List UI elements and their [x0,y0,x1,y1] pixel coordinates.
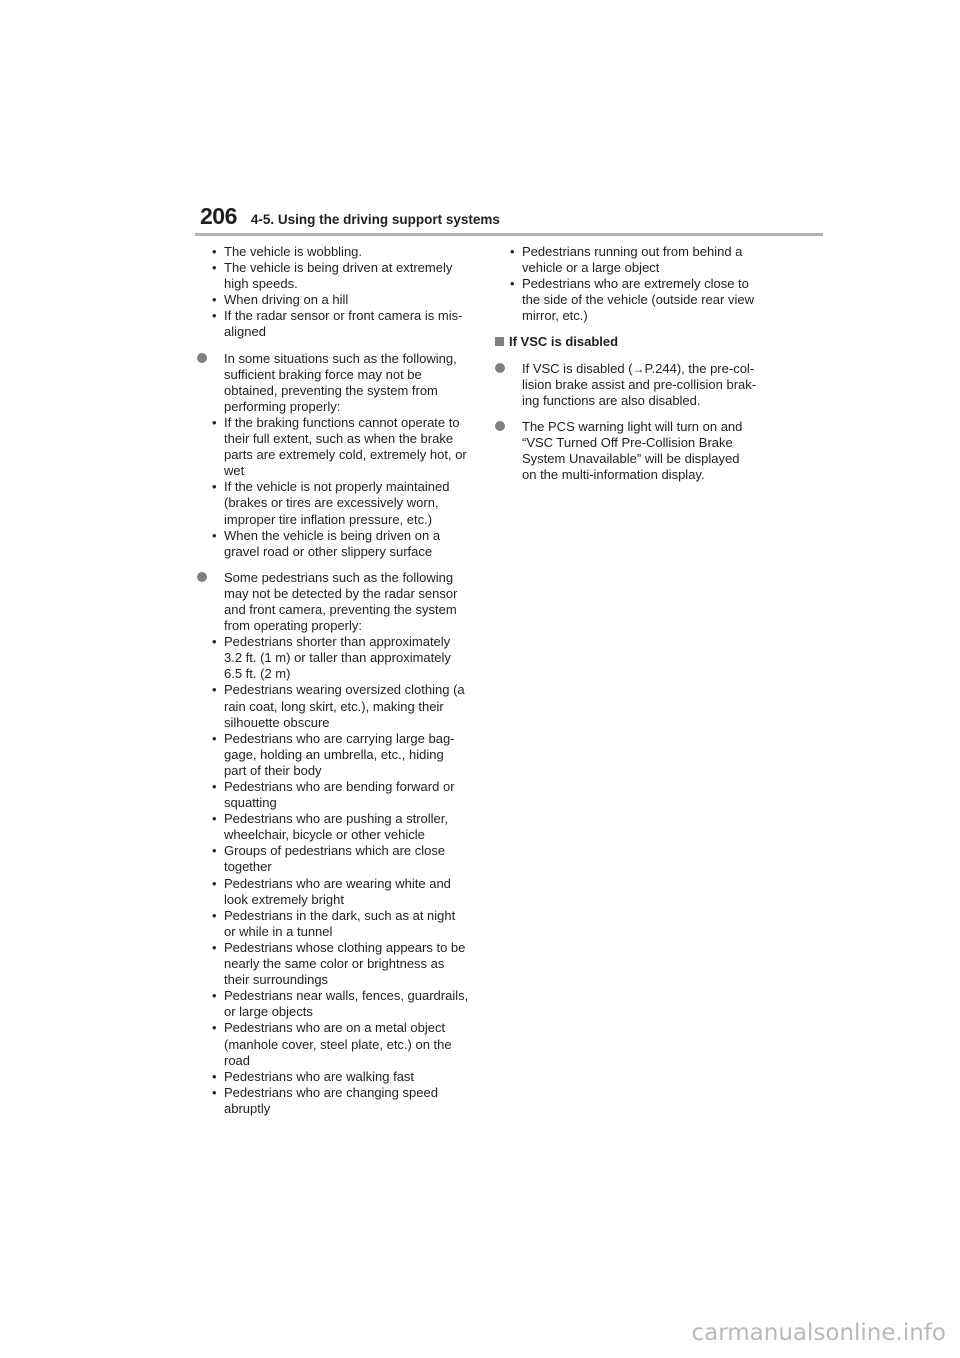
list-item: • Pedestrians wearing oversized clothing (a rain coat, long skirt, etc.), making their silhouette obscure [197,682,469,730]
pedestrians-bullet [197,570,469,634]
list-item: • Pedestrians who are pushing a stroller, wheelchair, bicycle or other vehicle [197,811,469,843]
bullet-lead-text: If VSC is disabled (→P.244), the pre-col-lision brake assist and pre-collision brak-ing functions are also disabled. [522,360,757,408]
section-title: 4-5. Using the driving support systems [250,212,500,227]
left-column [197,244,469,1117]
bullet-lead-text: In some situations such as the following, sufficient braking force may not be obtained, preventing the system from performing properly: [224,350,457,414]
bullet-dot-icon [495,421,505,431]
bullet-lead-text: Some pedestrians such as the following may not be detected by the radar sensor and front camera, preventing the system from operating properly: [224,569,458,634]
list-item: • If the vehicle is not properly maintained (brakes or tires are excessively worn, improper tire inflation pressure, etc.) [197,479,469,527]
arrow-right-icon: → [632,361,645,376]
list-item: • Pedestrians shorter than approximately 3.2 ft. (1 m) or taller than approximately 6.5 ft. (2 m) [197,634,469,682]
bullet-dot-icon [197,572,207,582]
list-item: • Pedestrians who are wearing white and look extremely bright [197,876,469,908]
list-item: • Pedestrians who are changing speed abruptly [197,1085,469,1117]
list-item: • When driving on a hill [197,292,469,308]
braking-force-bullet [197,351,469,415]
list-item: • If the radar sensor or front camera is mis-aligned [197,308,469,340]
list-item: • Pedestrians who are bending forward or squatting [197,779,469,811]
list-item: • The vehicle is wobbling. [197,244,469,260]
header-rule [195,233,823,236]
page-header [200,203,500,230]
list-item: • The vehicle is being driven at extremely high speeds. [197,260,469,292]
page-reference-link[interactable]: P.244 [644,360,677,376]
list-item: • Pedestrians running out from behind a vehicle or a large object [495,244,757,276]
pcs-warning-bullet [495,419,757,483]
bullet-dot-icon [197,353,207,363]
page-number: 206 [200,203,237,229]
list-item: • Pedestrians who are on a metal object (manhole cover, steel plate, etc.) on the road [197,1020,469,1068]
list-item: • Pedestrians who are walking fast [197,1069,469,1085]
list-item: • If the braking functions cannot operate to their full extent, such as when the brake parts are extremely cold, extremely hot, or wet [197,415,469,479]
vsc-disabled-heading: If VSC is disabled [495,334,757,350]
list-item: • Pedestrians in the dark, such as at night or while in a tunnel [197,908,469,940]
list-item: • Pedestrians whose clothing appears to be nearly the same color or brightness as their surroundings [197,940,469,988]
watermark: carmanualsonline.info [691,1320,946,1346]
list-item: • Pedestrians who are extremely close to the side of the vehicle (outside rear view mirror, etc.) [495,276,757,324]
bullet-lead-text: The PCS warning light will turn on and “VSC Turned Off Pre-Collision Brake System Unavailable” will be displayed on the multi-information display. [522,418,743,483]
list-item: • Pedestrians near walls, fences, guardrails, or large objects [197,988,469,1020]
square-bullet-icon [495,337,504,346]
list-item: • When the vehicle is being driven on a gravel road or other slippery surface [197,528,469,560]
list-item: • Pedestrians who are carrying large bag-gage, holding an umbrella, etc., hiding part of their body [197,731,469,779]
right-column [495,244,757,483]
bullet-dot-icon [495,363,505,373]
vsc-disabled-bullet [495,361,757,409]
list-item: • Groups of pedestrians which are close together [197,843,469,875]
